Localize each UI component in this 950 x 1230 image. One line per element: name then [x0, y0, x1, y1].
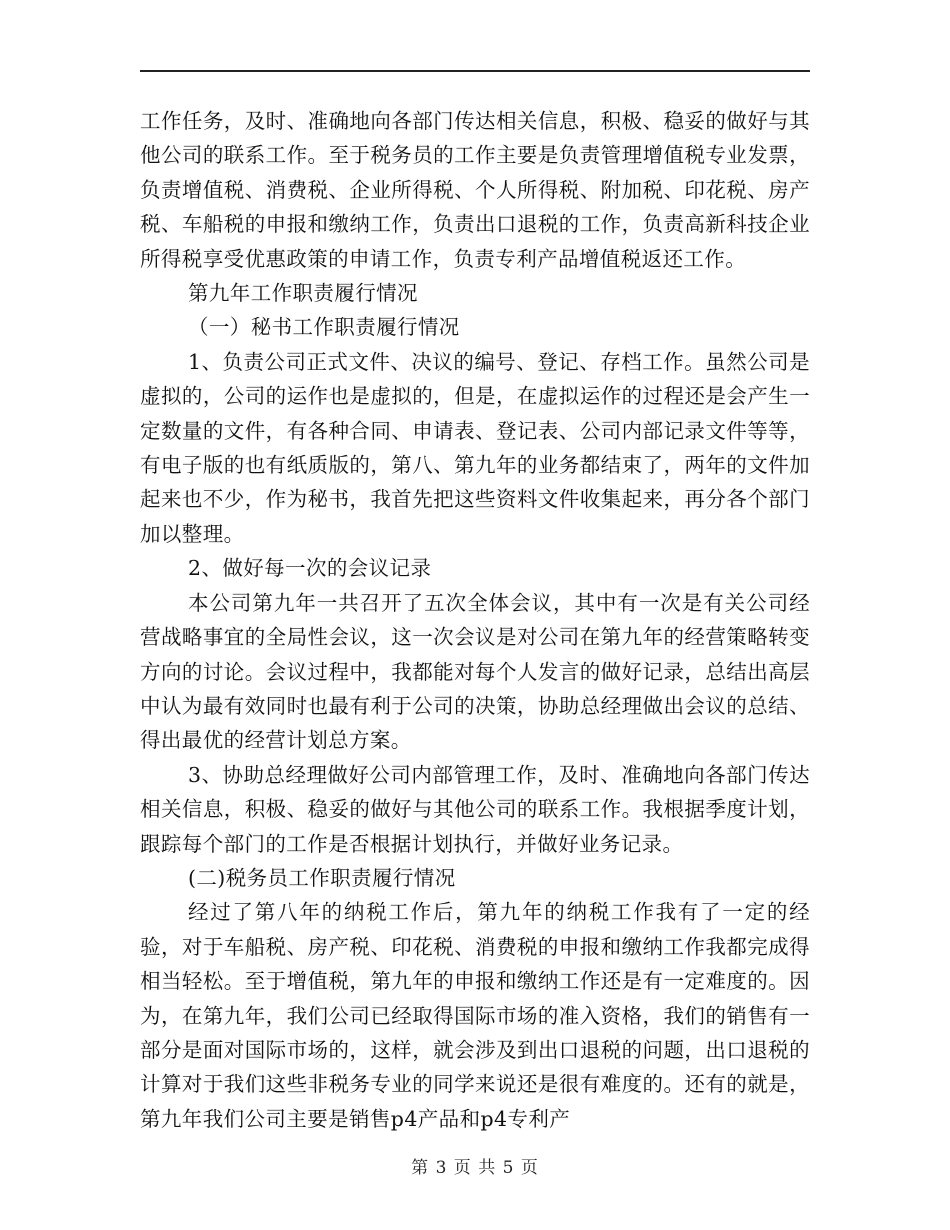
- paragraph-tax-work: 经过了第八年的纳税工作后，第九年的纳税工作我有了一定的经验，对于车船税、房产税、印花税、消费税的申报和缴纳工作我都完成得相当轻松。至于增值税，第九年的申报和缴纳工作还是有一定难度的。因为，在第九年，我们公司已经取得国际市场的准入资格，我们的销售有一部分是面对国际市场的，这样，就会涉及到出口退税的问题，出口退税的计算对于我们这些非税务专业的同学来说还是很有难度的。还有的就是，第九年我们公司主要是销售p4产品和p4专利产: [140, 900, 810, 1131]
- paragraph-1: 工作任务，及时、准确地向各部门传达相关信息，积极、稳妥的做好与其他公司的联系工作。至于税务员的工作主要是负责管理增值税专业发票，负责增值税、消费税、企业所得税、个人所得税、附加税、印花税、房产税、车船税的申报和缴纳工作，负责出口退税的工作，负责高新科技企业所得税享受优惠政策的申请工作，负责专利产品增值税返还工作。: [140, 109, 810, 271]
- page-number-footer: 第 3 页 共 5 页: [411, 1158, 539, 1178]
- paragraph-meetings: 本公司第九年一共召开了五次全体会议，其中有一次是有关公司经营战略事宜的全局性会议，这一次会议是对公司在第九年的经营策略转变方向的讨论。会议过程中，我都能对每个人发言的做好记录，总结出高层中认为最有效同时也最有利于公司的决策，协助总经理做出会议的总结、得出最优的经营计划总方案。: [140, 590, 810, 753]
- document-body: [140, 104, 810, 1136]
- subheading-item-2: 2、做好每一次的会议记录: [188, 556, 432, 581]
- subheading-tax-clerk: (二)税务员工作职责履行情况: [188, 865, 456, 890]
- header-rule: [140, 70, 810, 72]
- section-heading-year9: 第九年工作职责履行情况: [188, 281, 418, 306]
- subheading-secretary: （一）秘书工作职责履行情况: [188, 315, 460, 340]
- paragraph-item-1: 1、负责公司正式文件、决议的编号、登记、存档工作。虽然公司是虚拟的，公司的运作也是虚拟的，但是，在虚拟运作的过程还是会产生一定数量的文件，有各种合同、申请表、登记表、公司内部记录文件等等，有电子版的也有纸质版的，第八、第九年的业务都结束了，两年的文件加起来也不少，作为秘书，我首先把这些资料文件收集起来，再分各个部门加以整理。: [140, 349, 810, 546]
- paragraph-item-3: 3、协助总经理做好公司内部管理工作，及时、准确地向各部门传达相关信息，积极、稳妥的做好与其他公司的联系工作。我根据季度计划，跟踪每个部门的工作是否根据计划执行，并做好业务记录。: [140, 762, 810, 856]
